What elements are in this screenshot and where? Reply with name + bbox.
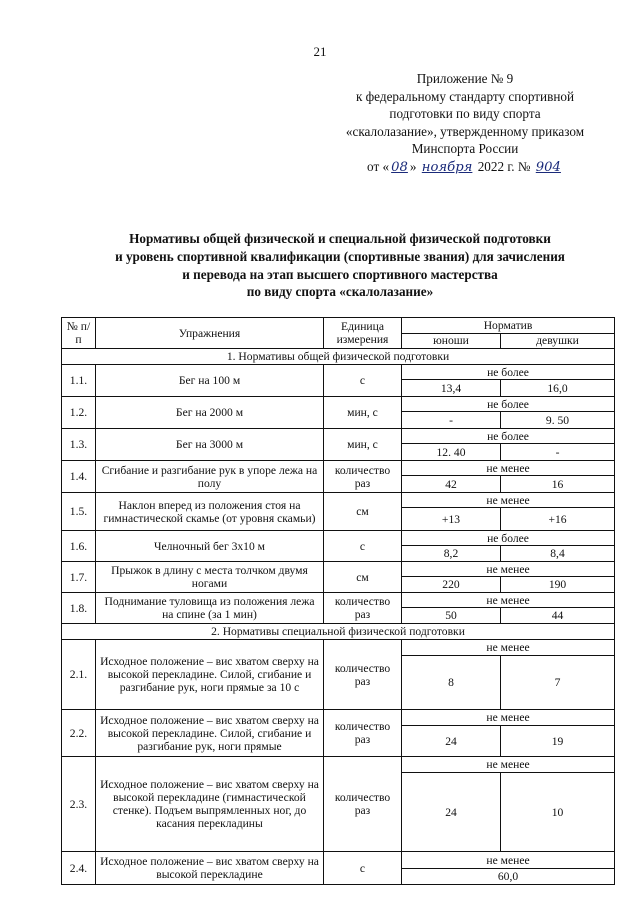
value-female: 7 (501, 656, 615, 710)
value-male: 13,4 (402, 380, 501, 397)
date-year: 2022 г. № (477, 158, 531, 174)
value-female: 10 (501, 773, 615, 852)
row-number: 1.3. (62, 429, 96, 461)
norm-condition: не менее (402, 593, 615, 608)
value-male: 8 (402, 656, 501, 710)
appendix-line-5: Минспорта России (411, 141, 519, 157)
exercise-name: Прыжок в длину с места толчком двумя ногами (96, 562, 324, 593)
value-male: 42 (402, 476, 501, 493)
table-row (62, 593, 615, 608)
appendix-block (300, 70, 630, 177)
table-row (62, 710, 615, 726)
title-line: и перевода на этап высшего спортивного мастерства (182, 266, 498, 282)
value-male: 12. 40 (402, 444, 501, 461)
table-row (62, 640, 615, 656)
norm-condition: не менее (402, 710, 615, 726)
section-row (62, 349, 615, 365)
unit: количество раз (324, 461, 402, 493)
value-male: +13 (402, 508, 501, 531)
section-title-1: 1. Нормативы общей физической подготовки (62, 349, 615, 365)
norm-condition: не менее (402, 562, 615, 577)
norm-condition: не более (402, 365, 615, 380)
row-number: 1.6. (62, 531, 96, 562)
appendix-date-line (300, 158, 630, 177)
table-row (62, 852, 615, 869)
norm-condition: не менее (402, 852, 615, 869)
norm-condition: не менее (402, 493, 615, 508)
norm-condition: не более (402, 531, 615, 546)
unit: с (324, 365, 402, 397)
document-title (60, 230, 620, 301)
date-mid: » (409, 158, 417, 174)
table-row (62, 429, 615, 444)
unit: с (324, 531, 402, 562)
row-number: 2.2. (62, 710, 96, 757)
unit: количество раз (324, 593, 402, 624)
date-day-handwritten: 08 (391, 159, 408, 175)
exercise-name: Челночный бег 3х10 м (96, 531, 324, 562)
exercise-name: Наклон вперед из положения стоя на гимнастической скамье (от уровня скамьи) (96, 493, 324, 531)
header-unit: Единица измерения (324, 318, 402, 349)
value-male: 50 (402, 608, 501, 624)
title-line: по виду спорта «скалолазание» (246, 284, 434, 300)
date-month-handwritten: ноября (421, 159, 473, 175)
unit: количество раз (324, 710, 402, 757)
title-line: и уровень спортивной квалификации (спортивные звания) для зачисления (115, 248, 565, 264)
row-number: 1.2. (62, 397, 96, 429)
value-female: 16 (501, 476, 615, 493)
value-female: 44 (501, 608, 615, 624)
exercise-name: Поднимание туловища из положения лежа на спине (за 1 мин) (96, 593, 324, 624)
value-both: 60,0 (402, 869, 615, 885)
value-female: 16,0 (501, 380, 615, 397)
value-female: - (501, 444, 615, 461)
value-male: 24 (402, 773, 501, 852)
unit: мин, с (324, 397, 402, 429)
row-number: 1.4. (62, 461, 96, 493)
header-num: № п/п (62, 318, 96, 349)
table-row (62, 493, 615, 508)
row-number: 2.1. (62, 640, 96, 710)
order-number-handwritten: 904 (535, 159, 561, 175)
unit: количество раз (324, 757, 402, 852)
title-line: Нормативы общей физической и специальной физической подготовки (129, 231, 551, 246)
unit: количество раз (324, 640, 402, 710)
exercise-name: Бег на 3000 м (96, 429, 324, 461)
value-female: +16 (501, 508, 615, 531)
header-row (62, 318, 615, 334)
value-female: 9. 50 (501, 412, 615, 429)
header-norm: Норматив (402, 318, 615, 334)
value-male: - (402, 412, 501, 429)
table-row (62, 461, 615, 476)
norm-condition: не более (402, 397, 615, 412)
table-row (62, 531, 615, 546)
row-number: 1.8. (62, 593, 96, 624)
norm-condition: не менее (402, 640, 615, 656)
norm-condition: не менее (402, 757, 615, 773)
table-row (62, 397, 615, 412)
section-row (62, 624, 615, 640)
exercise-name: Бег на 100 м (96, 365, 324, 397)
norms-table (61, 317, 615, 885)
value-male: 8,2 (402, 546, 501, 562)
appendix-line-4: «скалолазание», утвержденному приказом (345, 123, 585, 139)
header-male: юноши (402, 333, 501, 349)
value-female: 19 (501, 726, 615, 757)
unit: см (324, 493, 402, 531)
value-female: 190 (501, 577, 615, 593)
exercise-name: Исходное положение – вис хватом сверху на высокой перекладине. Силой, сгибание и разгибание рук, ноги прямые за 10 с (96, 640, 324, 710)
norm-condition: не менее (402, 461, 615, 476)
header-exercise: Упражнения (96, 318, 324, 349)
row-number: 2.4. (62, 852, 96, 885)
table-row (62, 365, 615, 380)
value-male: 220 (402, 577, 501, 593)
appendix-line-3: подготовки по виду спорта (389, 106, 541, 122)
table-row (62, 757, 615, 773)
appendix-title: Приложение № 9 (416, 71, 514, 86)
exercise-name: Исходное положение – вис хватом сверху на высокой перекладине (гимнастической стенке). Подъем выпрямленных ног, до касания перекладины (96, 757, 324, 852)
exercise-name: Сгибание и разгибание рук в упоре лежа на полу (96, 461, 324, 493)
value-male: 24 (402, 726, 501, 757)
norm-condition: не более (402, 429, 615, 444)
exercise-name: Бег на 2000 м (96, 397, 324, 429)
row-number: 1.7. (62, 562, 96, 593)
unit: мин, с (324, 429, 402, 461)
appendix-line-2: к федеральному стандарту спортивной (355, 88, 575, 104)
row-number: 2.3. (62, 757, 96, 852)
date-prefix: от « (367, 158, 390, 174)
page-number: 21 (313, 44, 327, 59)
header-female: девушки (501, 333, 615, 349)
value-female: 8,4 (501, 546, 615, 562)
unit: с (324, 852, 402, 885)
row-number: 1.5. (62, 493, 96, 531)
unit: см (324, 562, 402, 593)
row-number: 1.1. (62, 365, 96, 397)
exercise-name: Исходное положение – вис хватом сверху на высокой перекладине (96, 852, 324, 885)
exercise-name: Исходное положение – вис хватом сверху на высокой перекладине. Силой, сгибание и разгибание рук, ноги прямые (96, 710, 324, 757)
table-row (62, 562, 615, 577)
section-title-2: 2. Нормативы специальной физической подготовки (62, 624, 615, 640)
